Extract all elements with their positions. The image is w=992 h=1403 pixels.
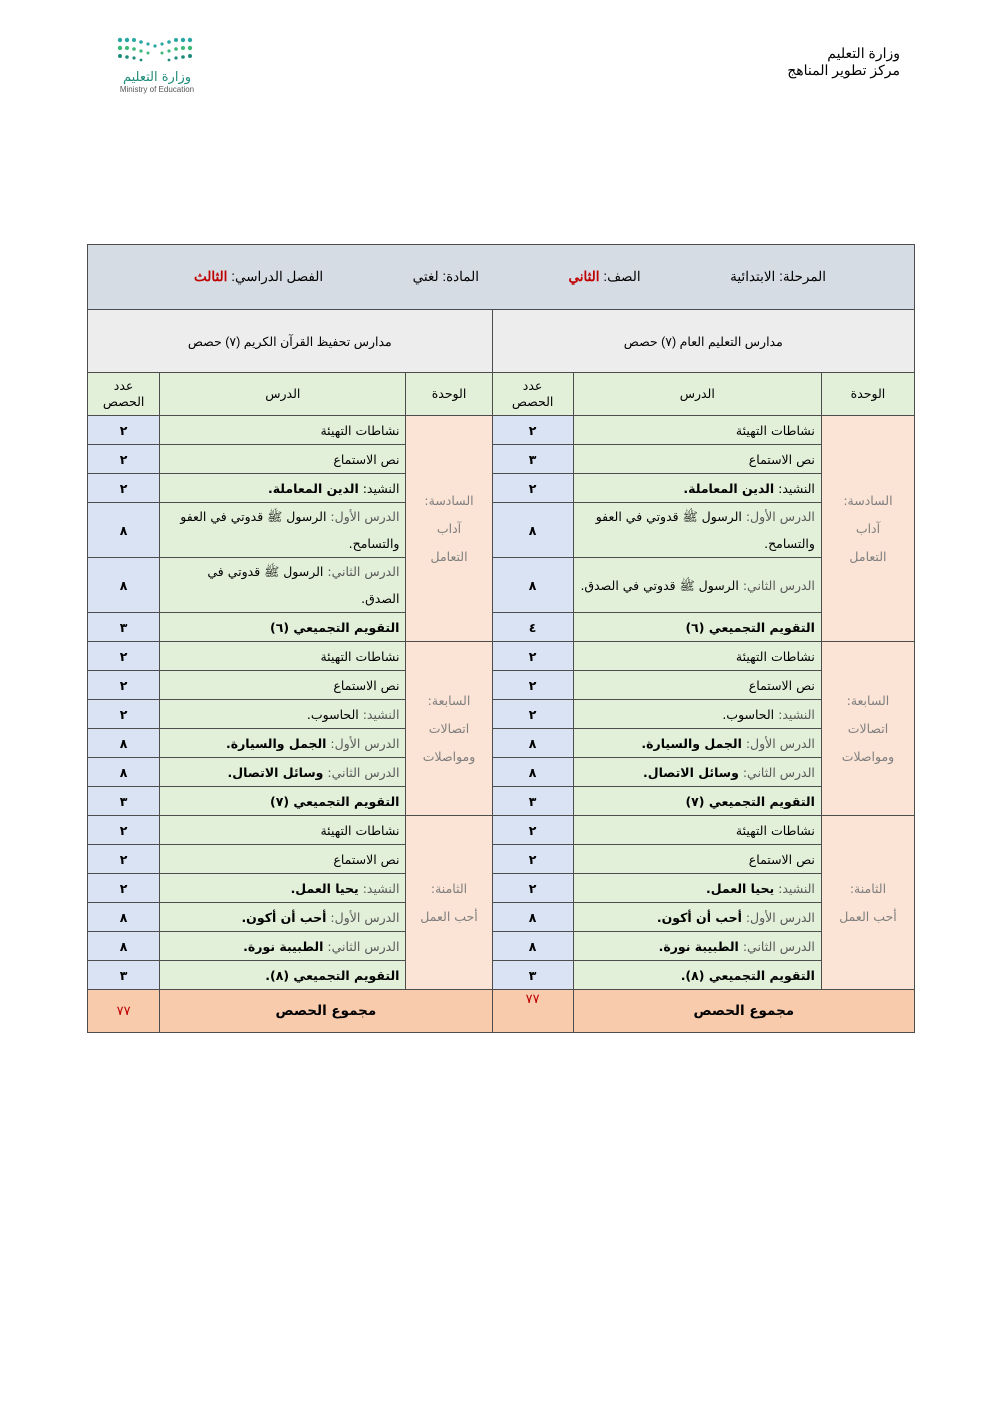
unit-column-header: الوحدة — [821, 373, 914, 416]
table-row — [88, 503, 915, 558]
grade-label: الصف: — [603, 269, 641, 284]
total-quran: ٧٧ — [88, 990, 160, 1033]
lesson-text: الطبيبة نورة. — [243, 938, 324, 954]
unit-name-line: ومواصلات — [841, 748, 895, 764]
table-row — [88, 961, 915, 990]
periods-cell: ٢ — [492, 642, 573, 671]
lesson-cell — [573, 961, 821, 990]
table-row — [88, 613, 915, 642]
unit-name-line: السادسة: — [424, 492, 474, 508]
lesson-text: يحيا العمل. — [706, 880, 775, 896]
info-cell — [88, 245, 915, 310]
lesson-text: الدين المعاملة. — [267, 480, 359, 496]
periods-cell: ٢ — [88, 474, 160, 503]
lesson-text: نشاطات التهيئة — [735, 648, 815, 664]
quran-schools-heading: مدارس تحفيظ القرآن الكريم (٧) حصص — [88, 310, 493, 373]
unit-name-line: اتصالات — [847, 720, 889, 736]
lesson-text: نشاطات التهيئة — [735, 822, 815, 838]
lesson-prefix: النشيد: — [774, 706, 815, 722]
periods-header-line1: عدد — [522, 378, 543, 393]
lesson-cell — [573, 613, 821, 642]
unit-name-cell — [821, 642, 914, 816]
total-label: مجموع الحصص — [573, 990, 914, 1033]
lesson-column-header: الدرس — [573, 373, 821, 416]
lesson-prefix: الدرس الثاني: — [738, 764, 815, 780]
periods-header-line2: الحصص — [511, 394, 554, 409]
table-row — [88, 445, 915, 474]
periods-cell: ٢ — [492, 816, 573, 845]
lesson-prefix: الدرس الثاني: — [738, 577, 815, 593]
lesson-text: نص الاستماع — [748, 451, 815, 467]
lesson-cell — [160, 845, 406, 874]
total-row — [88, 990, 915, 1033]
grade-info — [568, 269, 640, 285]
lesson-cell — [573, 474, 821, 503]
lesson-text: الجمل والسيارة. — [225, 735, 327, 751]
lesson-text: التقويم التجميعي (٧) — [685, 793, 815, 809]
lesson-cell — [573, 642, 821, 671]
unit-name-cell — [821, 416, 914, 642]
lesson-text: نص الاستماع — [333, 677, 400, 693]
lesson-prefix: الدرس الأول: — [326, 909, 400, 925]
lesson-cell — [160, 642, 406, 671]
table-row — [88, 816, 915, 845]
lesson-text: الرسول ﷺ قدوتي في الصدق. — [207, 564, 400, 606]
lesson-cell — [160, 816, 406, 845]
periods-cell: ٨ — [492, 932, 573, 961]
lesson-cell — [160, 503, 406, 558]
lesson-cell — [573, 729, 821, 758]
ministry-header — [787, 45, 900, 79]
lesson-cell — [573, 874, 821, 903]
periods-cell: ٨ — [88, 729, 160, 758]
lesson-cell — [160, 729, 406, 758]
lesson-text: الرسول ﷺ قدوتي في العفو والتسامح. — [595, 509, 815, 551]
lesson-cell — [573, 671, 821, 700]
unit-name-cell — [406, 642, 492, 816]
lesson-cell — [160, 903, 406, 932]
unit-name-line: ومواصلات — [422, 748, 476, 764]
periods-cell: ٢ — [88, 700, 160, 729]
periods-cell: ٣ — [492, 787, 573, 816]
grade-value: الثاني — [568, 269, 600, 284]
periods-cell: ٨ — [492, 558, 573, 613]
periods-cell: ٨ — [88, 503, 160, 558]
periods-cell: ٢ — [88, 416, 160, 445]
curriculum-distribution-table — [87, 244, 915, 1033]
stage-value: الابتدائية — [730, 269, 776, 284]
unit-name-line: الثامنة: — [430, 880, 468, 896]
table-row — [88, 903, 915, 932]
lesson-cell — [573, 758, 821, 787]
lesson-cell — [573, 503, 821, 558]
lesson-prefix: الدرس الأول: — [741, 909, 815, 925]
lesson-cell — [160, 558, 406, 613]
lesson-cell — [160, 613, 406, 642]
periods-cell: ٢ — [492, 416, 573, 445]
lesson-cell — [160, 474, 406, 503]
periods-cell: ٢ — [492, 671, 573, 700]
lesson-prefix: الدرس الأول: — [326, 735, 400, 751]
unit-name-line: آداب — [436, 520, 462, 536]
lesson-text: التقويم التجميعي (٨). — [680, 967, 815, 983]
periods-column-header — [492, 373, 573, 416]
unit-name-line: أحب العمل — [420, 908, 478, 924]
lesson-text: وسائل الاتصال. — [642, 764, 739, 780]
lesson-prefix: الدرس الثاني: — [323, 764, 400, 780]
lesson-text: الحاسوب. — [722, 706, 775, 722]
lesson-prefix: الدرس الأول: — [326, 509, 400, 524]
lesson-text: الجمل والسيارة. — [641, 735, 742, 751]
lesson-cell — [573, 558, 821, 613]
periods-cell: ٢ — [492, 474, 573, 503]
lesson-text: التقويم التجميعي (٧) — [270, 793, 400, 809]
periods-cell: ٢ — [88, 445, 160, 474]
semester-value: الثالث — [194, 269, 228, 284]
unit-name-line: التعامل — [849, 548, 887, 564]
ministry-logo — [112, 34, 202, 104]
logo-arabic-text: وزارة التعليم — [122, 70, 192, 85]
unit-name-cell — [406, 416, 492, 642]
lesson-cell — [573, 845, 821, 874]
periods-cell: ٣ — [88, 787, 160, 816]
periods-cell: ٤ — [492, 613, 573, 642]
periods-cell: ٨ — [492, 729, 573, 758]
periods-cell: ٢ — [88, 845, 160, 874]
school-type-row — [88, 310, 915, 373]
periods-header-line2: الحصص — [102, 394, 145, 409]
lesson-prefix: النشيد: — [358, 880, 400, 896]
periods-cell: ٢ — [88, 816, 160, 845]
lesson-cell — [573, 445, 821, 474]
lesson-text: نشاطات التهيئة — [320, 648, 400, 664]
unit-name-line: السابعة: — [427, 692, 471, 708]
lesson-text: الرسول ﷺ قدوتي في العفو والتسامح. — [180, 509, 400, 551]
table-row — [88, 729, 915, 758]
lesson-prefix: الدرس الأول: — [741, 735, 815, 751]
periods-cell: ٣ — [88, 961, 160, 990]
table-row — [88, 671, 915, 700]
unit-name-line: السادسة: — [843, 492, 893, 508]
periods-cell: ٨ — [88, 903, 160, 932]
lesson-prefix: الدرس الثاني: — [323, 564, 400, 579]
lesson-prefix: النشيد: — [358, 480, 400, 496]
unit-name-line: السابعة: — [846, 692, 890, 708]
periods-cell: ٢ — [492, 845, 573, 874]
periods-cell: ٢ — [88, 874, 160, 903]
table-row — [88, 932, 915, 961]
unit-name-line: آداب — [855, 520, 881, 536]
lesson-text: الحاسوب. — [306, 706, 359, 722]
lesson-cell — [573, 903, 821, 932]
lesson-cell — [160, 700, 406, 729]
lesson-cell — [160, 758, 406, 787]
periods-header-line1: عدد — [113, 378, 134, 393]
lesson-text: الطبيبة نورة. — [658, 938, 739, 954]
periods-cell: ٨ — [88, 758, 160, 787]
lesson-cell — [573, 787, 821, 816]
lesson-cell — [160, 416, 406, 445]
lesson-text: أحب أن أكون. — [241, 909, 327, 925]
lesson-text: نشاطات التهيئة — [320, 422, 400, 438]
lesson-text: نص الاستماع — [333, 451, 400, 467]
table-row — [88, 845, 915, 874]
unit-name-line: اتصالات — [428, 720, 470, 736]
ministry-name: وزارة التعليم — [827, 45, 900, 61]
lesson-cell — [160, 874, 406, 903]
lesson-cell — [160, 787, 406, 816]
periods-cell: ٣ — [492, 961, 573, 990]
lesson-cell — [160, 932, 406, 961]
lesson-text: الدين المعاملة. — [683, 480, 775, 496]
lesson-prefix: النشيد: — [358, 706, 400, 722]
unit-name-line: الثامنة: — [849, 880, 887, 896]
periods-cell: ٣ — [492, 445, 573, 474]
semester-info — [194, 269, 323, 285]
subject-label: المادة: — [442, 269, 479, 284]
curriculum-center-name: مركز تطوير المناهج — [787, 62, 900, 78]
table-row — [88, 874, 915, 903]
general-schools-heading: مدارس التعليم العام (٧) حصص — [492, 310, 914, 373]
table-row — [88, 474, 915, 503]
ministry-logo-dots-icon — [112, 34, 202, 68]
total-label: مجموع الحصص — [160, 990, 492, 1033]
lesson-text: التقويم التجميعي (٦) — [270, 619, 400, 635]
total-general: ٧٧ — [492, 990, 573, 1033]
unit-name-cell — [406, 816, 492, 990]
periods-cell: ٢ — [492, 874, 573, 903]
lesson-prefix: النشيد: — [774, 480, 815, 496]
periods-cell: ٣ — [88, 613, 160, 642]
table-row — [88, 787, 915, 816]
lesson-text: التقويم التجميعي (٨). — [265, 967, 400, 983]
semester-label: الفصل الدراسي: — [231, 269, 324, 284]
lesson-text: الرسول ﷺ قدوتي في الصدق. — [580, 577, 739, 593]
lesson-text: وسائل الاتصال. — [227, 764, 324, 780]
table-row — [88, 758, 915, 787]
info-row — [88, 245, 915, 310]
lesson-text: نص الاستماع — [333, 851, 400, 867]
lesson-cell — [573, 700, 821, 729]
lesson-cell — [573, 816, 821, 845]
lesson-text: نشاطات التهيئة — [320, 822, 400, 838]
periods-cell: ٢ — [88, 671, 160, 700]
lesson-cell — [573, 416, 821, 445]
lesson-prefix: الدرس الثاني: — [738, 938, 815, 954]
periods-cell: ٨ — [492, 903, 573, 932]
unit-name-cell — [821, 816, 914, 990]
lesson-prefix: الدرس الأول: — [741, 509, 815, 524]
lesson-cell — [160, 445, 406, 474]
stage-label: المرحلة: — [779, 269, 826, 284]
logo-english-text: Ministry of Education — [119, 85, 195, 94]
periods-cell: ٨ — [88, 558, 160, 613]
lesson-text: التقويم التجميعي (٦) — [685, 619, 815, 635]
periods-cell: ٨ — [88, 932, 160, 961]
lesson-text: نشاطات التهيئة — [735, 422, 815, 438]
unit-name-line: أحب العمل — [839, 908, 897, 924]
table-row — [88, 700, 915, 729]
lesson-cell — [573, 932, 821, 961]
column-header-row — [88, 373, 915, 416]
lesson-prefix: النشيد: — [774, 880, 815, 896]
lesson-column-header: الدرس — [160, 373, 406, 416]
periods-cell: ٨ — [492, 503, 573, 558]
subject-info — [413, 269, 479, 285]
table-row — [88, 416, 915, 445]
periods-cell: ٢ — [492, 700, 573, 729]
stage-info — [730, 269, 826, 285]
lesson-prefix: الدرس الثاني: — [323, 938, 400, 954]
lesson-text: نص الاستماع — [748, 677, 815, 693]
table-row — [88, 642, 915, 671]
lesson-cell — [160, 671, 406, 700]
lesson-text: يحيا العمل. — [290, 880, 359, 896]
unit-name-line: التعامل — [430, 548, 468, 564]
periods-cell: ٨ — [492, 758, 573, 787]
lesson-text: نص الاستماع — [748, 851, 815, 867]
subject-value: لغتي — [412, 269, 439, 284]
unit-column-header: الوحدة — [406, 373, 492, 416]
lesson-text: أحب أن أكون. — [656, 909, 742, 925]
periods-cell: ٢ — [88, 642, 160, 671]
lesson-cell — [160, 961, 406, 990]
table-row — [88, 558, 915, 613]
periods-column-header — [88, 373, 160, 416]
